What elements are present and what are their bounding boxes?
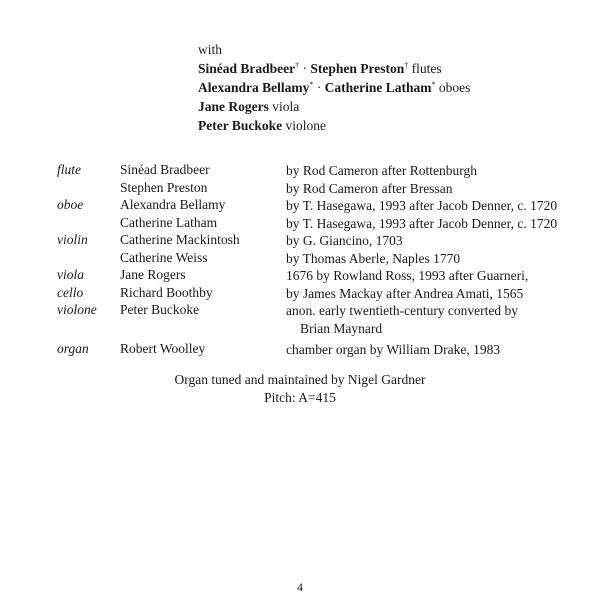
footer-notes <box>0 371 600 407</box>
instrument-description: by James Mackay after Andrea Amati, 1565 <box>286 285 524 301</box>
player-name: Richard Boothby <box>120 284 213 300</box>
soloists-viola <box>198 97 470 116</box>
instrument-label: oboe <box>57 197 84 212</box>
instrument-roster <box>0 162 600 359</box>
instrument-label: viola <box>57 267 84 282</box>
instrument-label: cello <box>57 284 84 300</box>
with-label: with <box>198 42 223 57</box>
player-name: Catherine Latham <box>120 214 218 230</box>
soloists-violone <box>198 116 470 135</box>
dagger-mark: † <box>295 61 300 70</box>
player-name: Catherine Weiss <box>120 249 208 265</box>
description-line: anon. early twentieth-century converted by <box>286 303 519 318</box>
instrument-description <box>286 302 518 337</box>
player-name: Sinéad Bradbeer <box>120 162 210 177</box>
instrument-label: violin <box>57 232 88 247</box>
pitch-note: Pitch: A=415 <box>264 390 336 405</box>
dagger-mark: † <box>404 61 409 70</box>
description-continuation: Brian Maynard <box>300 320 383 336</box>
roster-row <box>0 197 600 215</box>
instrument-description: by Thomas Aberle, Naples 1770 <box>286 250 461 266</box>
soloist-name: Sinéad Bradbeer <box>198 61 296 76</box>
player-name: Catherine Mackintosh <box>120 232 240 247</box>
roster-row <box>0 250 600 268</box>
roster-row <box>0 180 600 198</box>
soloist-name: Catherine Latham <box>324 80 432 95</box>
role-label: flutes <box>408 61 442 76</box>
instrument-description: by T. Hasegawa, 1993 after Jacob Denner, c. 1720 <box>286 215 558 231</box>
instrument-description: by Rod Cameron after Bressan <box>286 180 453 196</box>
roster-row <box>0 232 600 250</box>
soloists-block <box>198 40 470 135</box>
instrument-description: by Rod Cameron after Rottenburgh <box>286 163 477 178</box>
soloist-name: Jane Rogers <box>198 99 269 114</box>
roster-row <box>0 341 600 359</box>
asterisk-mark: * <box>431 80 436 89</box>
role-label: viola <box>268 99 300 114</box>
asterisk-mark: * <box>309 80 314 89</box>
instrument-description: by G. Giancino, 1703 <box>286 233 403 248</box>
instrument-description: 1676 by Rowland Ross, 1993 after Guarneri, <box>286 268 529 283</box>
instrument-description: by T. Hasegawa, 1993 after Jacob Denner, c. 1720 <box>286 198 558 213</box>
soloists-oboes: Alexandra Bellamy* · Catherine Latham* oboes <box>198 80 471 95</box>
soloist-name: Peter Buckoke <box>198 118 283 133</box>
soloist-name: Alexandra Bellamy <box>198 80 310 95</box>
page-number: 4 <box>297 580 303 594</box>
roster-row <box>0 302 600 337</box>
roster-row <box>0 285 600 303</box>
roster-row <box>0 215 600 233</box>
soloists-flutes: Sinéad Bradbeer† · Stephen Preston† flutes <box>198 61 442 76</box>
player-name: Stephen Preston <box>120 179 208 195</box>
role-label: violone <box>282 118 326 133</box>
instrument-label: violone <box>57 302 97 317</box>
player-name: Jane Rogers <box>120 267 186 282</box>
player-name: Peter Buckoke <box>120 302 200 317</box>
soloist-name: Stephen Preston <box>310 61 405 76</box>
instrument-label: flute <box>57 162 81 177</box>
role-label: oboes <box>435 80 471 95</box>
instrument-label: organ <box>57 341 89 356</box>
player-name: Robert Woolley <box>120 341 206 356</box>
roster-row <box>0 162 600 180</box>
roster-row <box>0 267 600 285</box>
organ-tuning-note: Organ tuned and maintained by Nigel Gardner <box>174 372 426 387</box>
player-name: Alexandra Bellamy <box>120 197 226 212</box>
instrument-description: chamber organ by William Drake, 1983 <box>286 342 501 357</box>
